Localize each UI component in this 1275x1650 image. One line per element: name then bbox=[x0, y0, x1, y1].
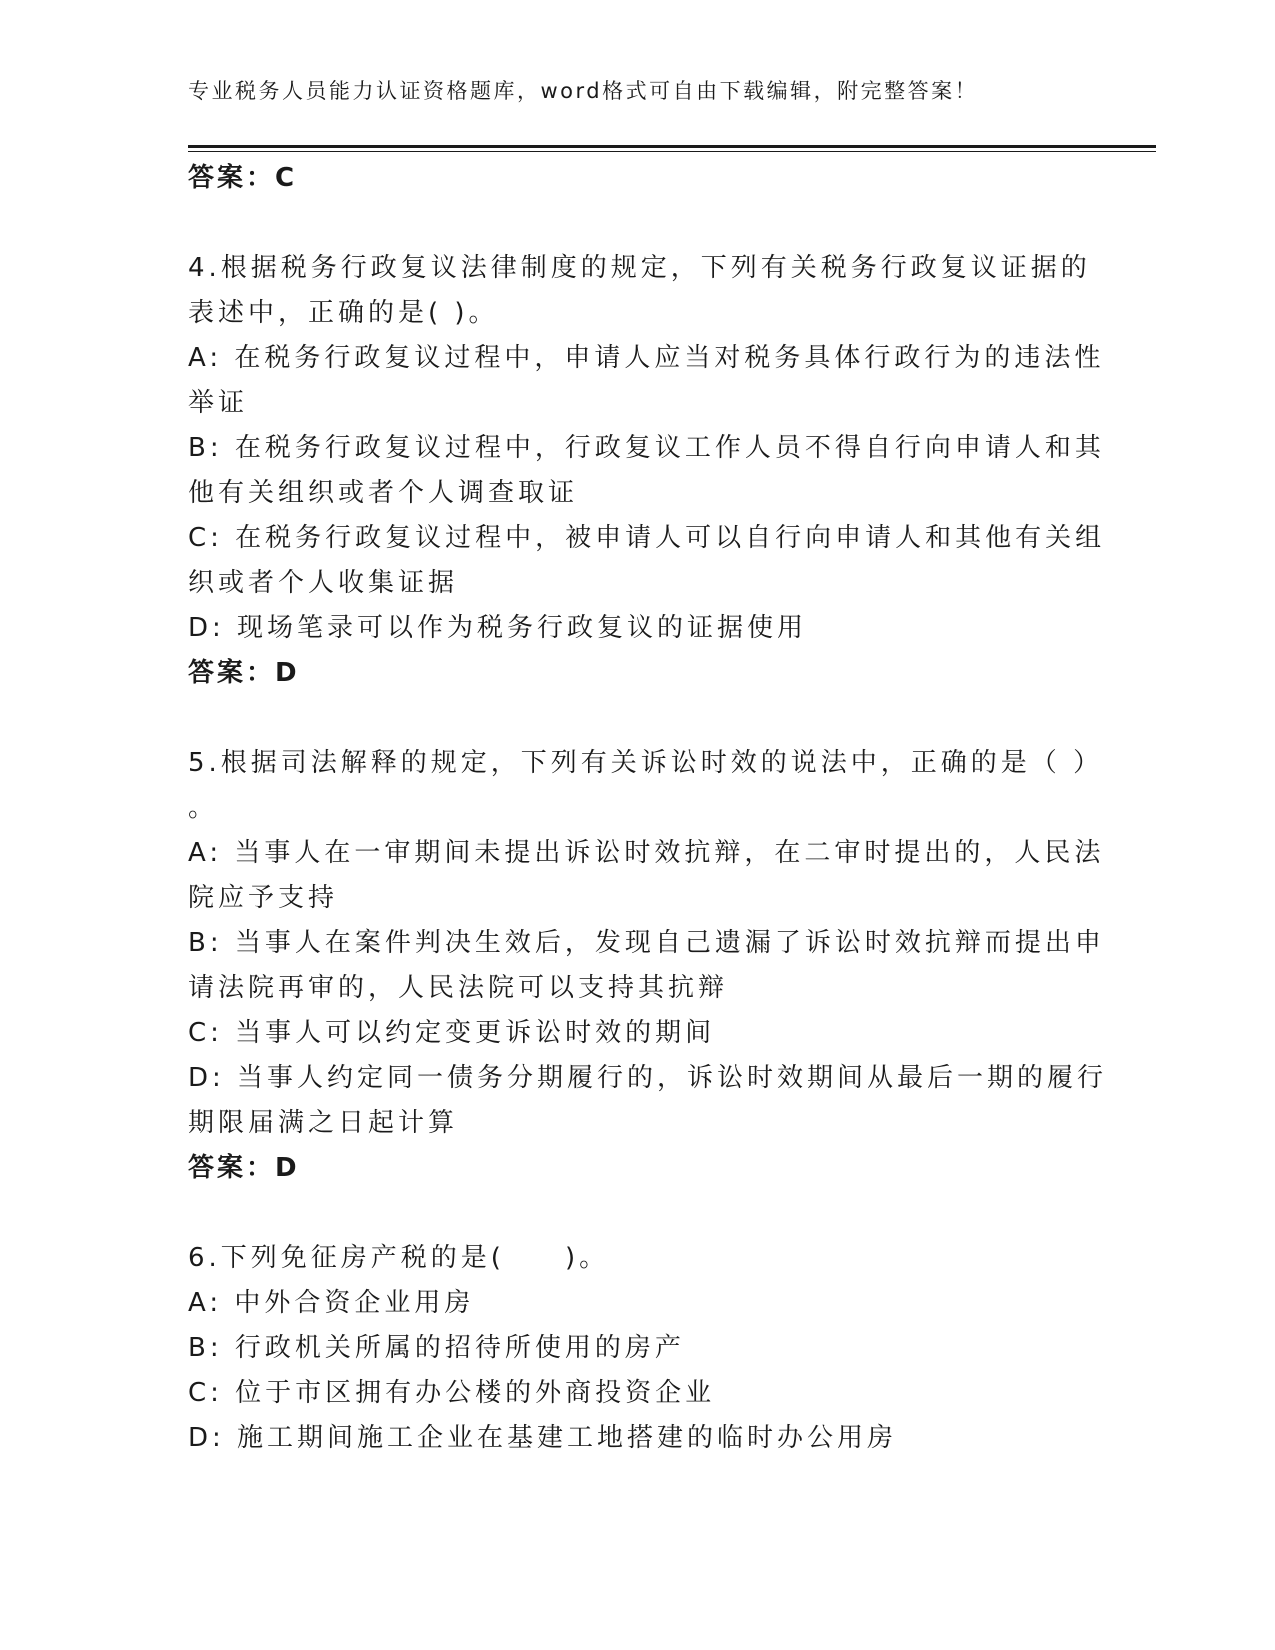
answer: 答案：D bbox=[188, 658, 300, 688]
option-c-line: C: 当事人可以约定变更诉讼时效的期间 bbox=[188, 1018, 716, 1048]
option-a-line: A: 中外合资企业用房 bbox=[188, 1288, 475, 1318]
option-a-line: A: 当事人在一审期间未提出诉讼时效抗辩，在二审时提出的，人民法 bbox=[188, 838, 1105, 868]
option-b-line: B: 在税务行政复议过程中，行政复议工作人员不得自行向申请人和其 bbox=[188, 433, 1105, 463]
answer: 答案：D bbox=[188, 1153, 300, 1183]
option-a-line: A: 在税务行政复议过程中，申请人应当对税务具体行政行为的违法性 bbox=[188, 343, 1105, 373]
option-c-line: C: 位于市区拥有办公楼的外商投资企业 bbox=[188, 1378, 716, 1408]
page-header: 专业税务人员能力认证资格题库，word格式可自由下载编辑，附完整答案！ bbox=[188, 79, 979, 103]
question-stem-line: 。 bbox=[188, 793, 219, 823]
question-4 bbox=[188, 246, 1106, 696]
previous-answer: 答案：C bbox=[188, 163, 298, 193]
question-stem-line: 6.下列免征房产税的是( )。 bbox=[188, 1243, 610, 1273]
header-rule-thick bbox=[188, 145, 1156, 148]
question-5 bbox=[188, 741, 1108, 1191]
question-stem-line: 4.根据税务行政复议法律制度的规定，下列有关税务行政复议证据的 bbox=[188, 253, 1091, 283]
question-stem-line: 5.根据司法解释的规定，下列有关诉讼时效的说法中，正确的是（ ） bbox=[188, 748, 1104, 778]
spacer bbox=[188, 201, 1088, 246]
option-d-line: 期限届满之日起计算 bbox=[188, 1108, 459, 1138]
option-b-line: B: 当事人在案件判决生效后，发现自己遗漏了诉讼时效抗辩而提出申 bbox=[188, 928, 1105, 958]
option-c-line: C: 在税务行政复议过程中，被申请人可以自行向申请人和其他有关组 bbox=[188, 523, 1106, 553]
option-d-line: D: 施工期间施工企业在基建工地搭建的临时办公用房 bbox=[188, 1423, 898, 1453]
option-c-line: 织或者个人收集证据 bbox=[188, 568, 459, 598]
header-rule-thin bbox=[188, 151, 1156, 152]
option-b-line: 请法院再审的，人民法院可以支持其抗辩 bbox=[188, 973, 729, 1003]
option-d-line: D: 当事人约定同一债务分期履行的，诉讼时效期间从最后一期的履行 bbox=[188, 1063, 1108, 1093]
question-content bbox=[188, 156, 1108, 1461]
question-6 bbox=[188, 1236, 1088, 1461]
option-d-line: D: 现场笔录可以作为税务行政复议的证据使用 bbox=[188, 613, 808, 643]
spacer bbox=[188, 696, 1088, 741]
option-a-line: 院应予支持 bbox=[188, 883, 339, 913]
spacer bbox=[188, 1191, 1088, 1236]
question-stem-line: 表述中，正确的是( )。 bbox=[188, 298, 499, 328]
option-a-line: 举证 bbox=[188, 388, 249, 418]
option-b-line: 他有关组织或者个人调查取证 bbox=[188, 478, 579, 508]
option-b-line: B: 行政机关所属的招待所使用的房产 bbox=[188, 1333, 685, 1363]
